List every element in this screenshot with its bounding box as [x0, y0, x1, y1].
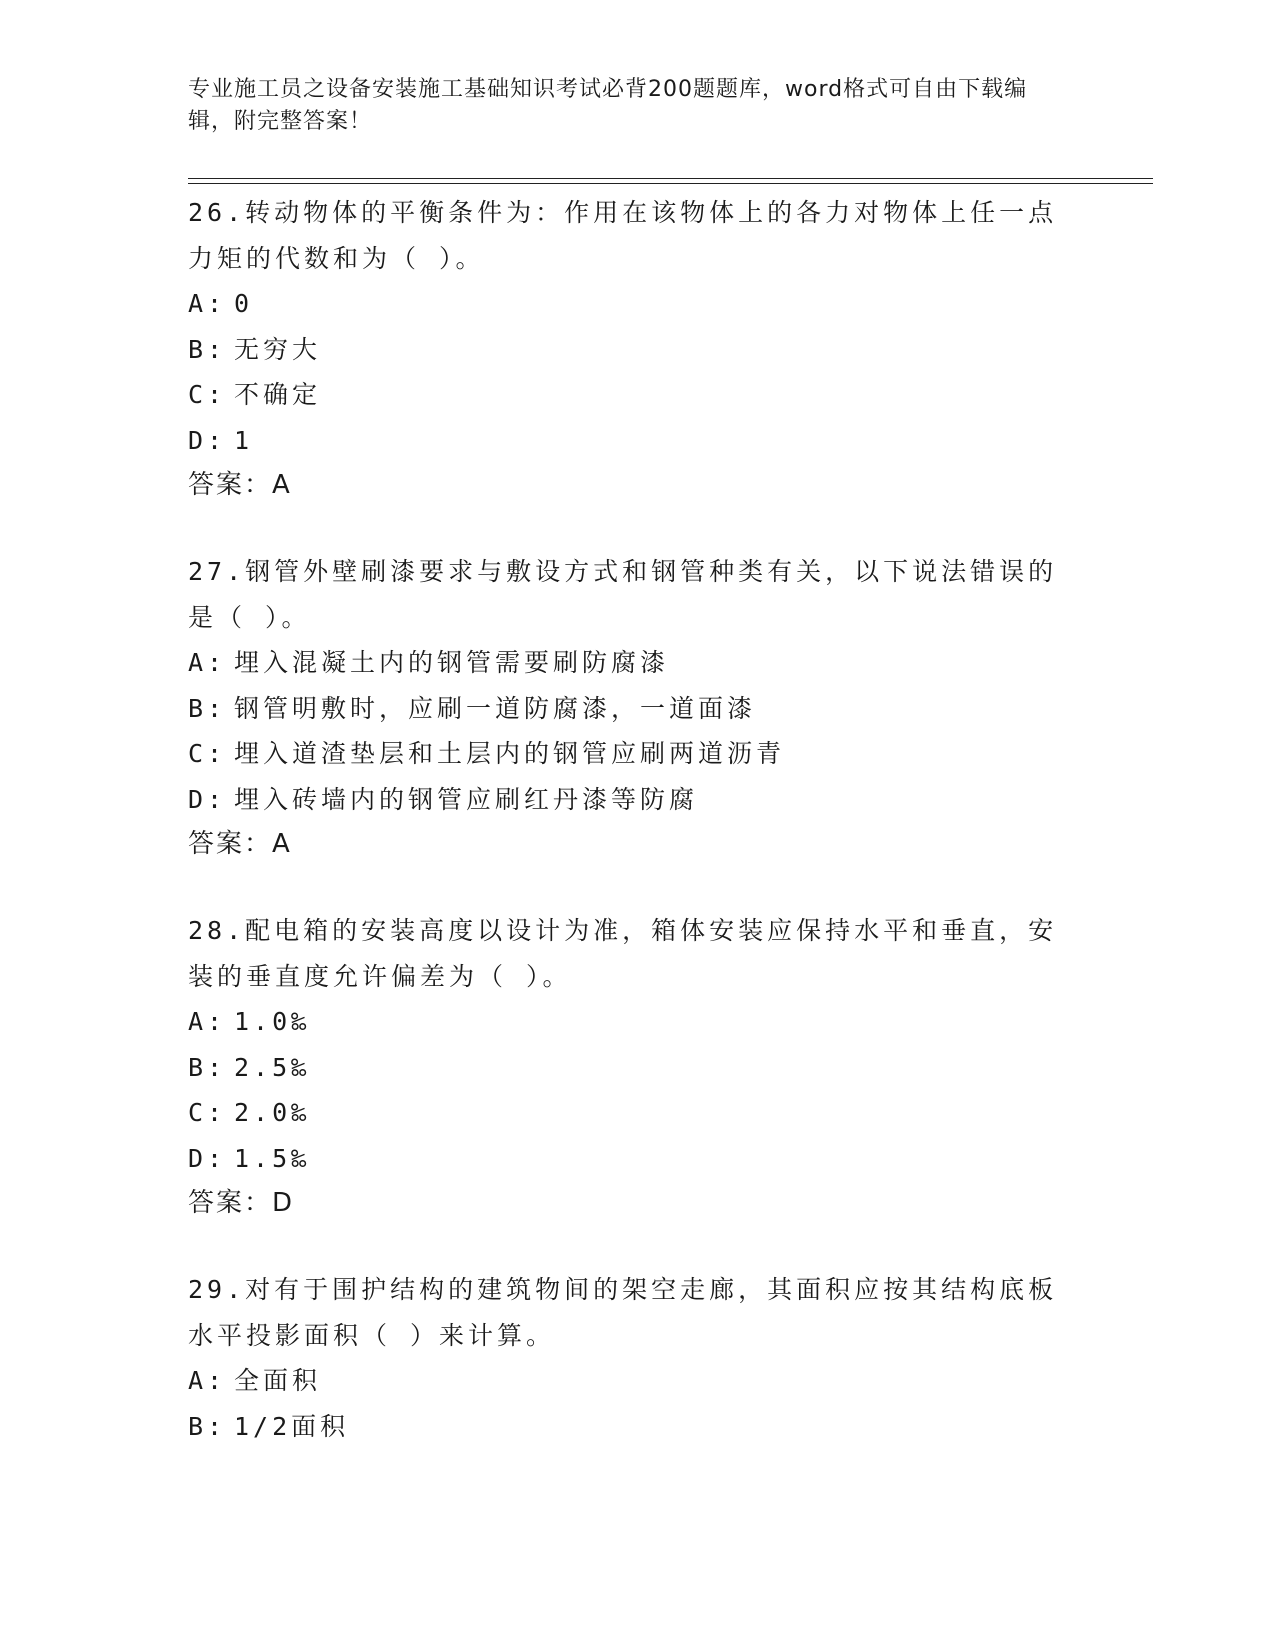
option-c	[188, 731, 1088, 777]
option-text: 埋入混凝土内的钢管需要刷防腐漆	[234, 648, 670, 677]
option-text: 1.0‰	[234, 1007, 311, 1036]
option-text: 钢管明敷时，应刷一道防腐漆，一道面漆	[234, 693, 757, 723]
option-label: D:	[188, 425, 227, 455]
option-b	[188, 327, 1088, 373]
option-label: B:	[188, 693, 227, 723]
option-a	[188, 1358, 1088, 1404]
option-label: A:	[188, 1366, 227, 1395]
option-text: 0	[234, 289, 254, 318]
option-a	[188, 281, 1088, 327]
question-28	[188, 908, 1088, 1226]
document-header: 专业施工员之设备安装施工基础知识考试必背200题题库，word格式可自由下载编辑，附完整答案！	[188, 77, 1028, 134]
question-text: 26.转动物体的平衡条件为：作用在该物体上的各力对物体上任一点力矩的代数和为（ ）。	[188, 198, 1058, 273]
option-a	[188, 999, 1088, 1045]
option-label: B:	[188, 1411, 227, 1441]
question-29	[188, 1267, 1088, 1449]
option-a	[188, 640, 1088, 686]
option-b	[188, 686, 1088, 732]
option-label: C:	[188, 380, 227, 409]
option-label: B:	[188, 1052, 227, 1082]
option-text: 1.5‰	[234, 1143, 311, 1173]
question-text: 27.钢管外壁刷漆要求与敷设方式和钢管种类有关，以下说法错误的是（ ）。	[188, 557, 1058, 632]
question-text: 29.对有于围护结构的建筑物间的架空走廊，其面积应按其结构底板水平投影面积（ ）来计算。	[188, 1275, 1058, 1350]
option-text: 不确定	[234, 380, 322, 409]
question-text: 28.配电箱的安装高度以设计为准，箱体安装应保持水平和垂直，安装的垂直度允许偏差为（ ）。	[188, 916, 1058, 991]
option-d	[188, 418, 1088, 464]
option-text: 全面积	[234, 1366, 322, 1395]
option-label: D:	[188, 1143, 227, 1173]
option-b	[188, 1404, 1088, 1450]
option-text: 1	[234, 425, 254, 455]
option-label: C:	[188, 1098, 227, 1127]
question-27	[188, 549, 1088, 867]
option-text: 1/2面积	[234, 1411, 350, 1441]
option-text: 无穷大	[234, 334, 322, 364]
answer: 答案：D	[188, 1188, 295, 1218]
option-text: 埋入道渣垫层和土层内的钢管应刷两道沥青	[234, 739, 786, 768]
option-label: C:	[188, 739, 227, 768]
header-divider-bottom	[188, 183, 1153, 184]
header-divider-top	[188, 178, 1153, 179]
option-text: 2.5‰	[234, 1052, 311, 1082]
option-d	[188, 1136, 1088, 1182]
question-list	[188, 190, 1088, 1490]
option-d	[188, 777, 1088, 823]
answer: 答案：A	[188, 470, 292, 500]
answer: 答案：A	[188, 829, 292, 859]
option-c	[188, 1090, 1088, 1136]
option-c	[188, 372, 1088, 418]
option-label: D:	[188, 784, 227, 814]
option-b	[188, 1045, 1088, 1091]
option-text: 2.0‰	[234, 1098, 311, 1127]
option-text: 埋入砖墙内的钢管应刷红丹漆等防腐	[234, 784, 699, 814]
question-26	[188, 190, 1088, 508]
option-label: B:	[188, 334, 227, 364]
option-label: A:	[188, 648, 227, 677]
option-label: A:	[188, 1007, 227, 1036]
option-label: A:	[188, 289, 227, 318]
